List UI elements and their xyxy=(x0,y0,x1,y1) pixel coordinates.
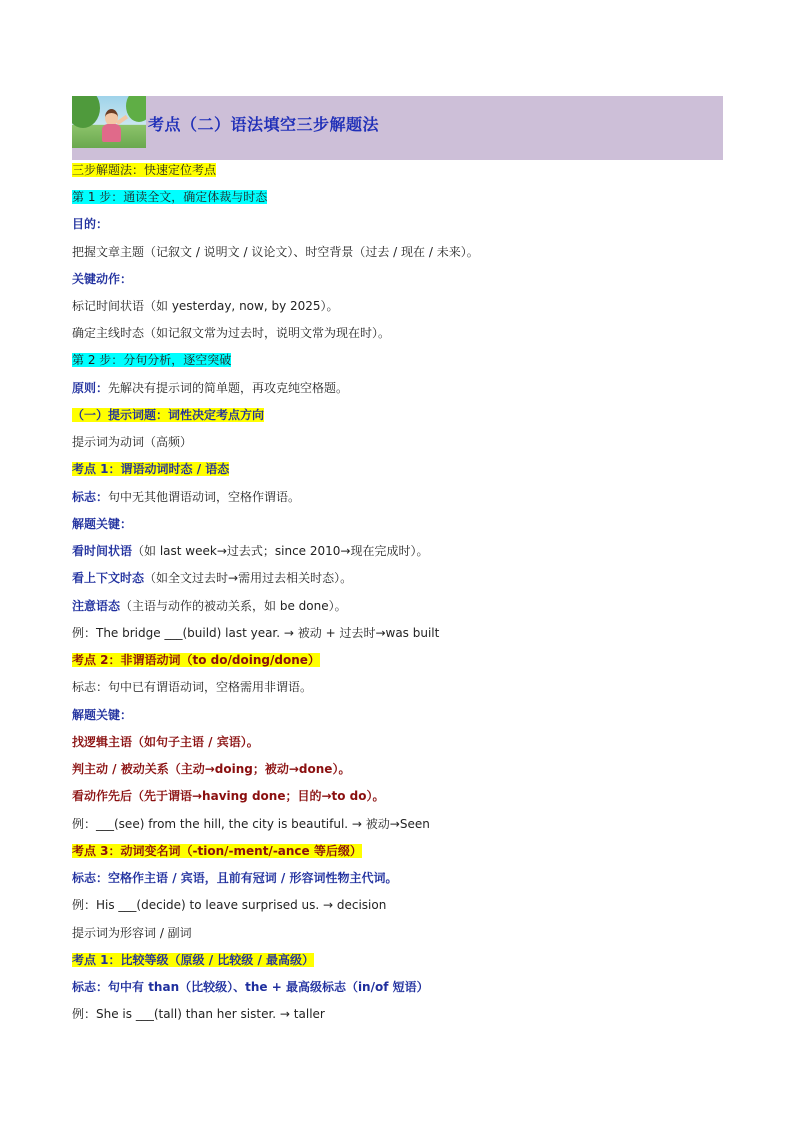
solve-key-label-2 xyxy=(72,706,132,724)
solve-key-label-1 xyxy=(72,515,132,533)
adj-adv-hint-subheading: 提示词为形容词 / 副词 xyxy=(72,926,192,940)
step-1-heading xyxy=(72,188,267,206)
step-1-heading-text: 第 1 步：通读全文，确定体裁与时态 xyxy=(72,190,268,204)
point-2-key-1-text: 找逻辑主语（如句子主语 / 宾语）。 xyxy=(72,735,259,749)
example-2: 例：___(see) from the hill, the city is beautiful. → 被动→Seen xyxy=(72,817,430,831)
section-header-banner xyxy=(72,96,723,160)
section-title: 考点（二）语法填空三步解题法 xyxy=(148,115,380,134)
point-3-sign-label: 标志： xyxy=(72,871,109,885)
key-action-2: 确定主线时态（如记叙文常为过去时，说明文常为现在时）。 xyxy=(72,326,391,340)
point-2-key-2 xyxy=(72,760,350,778)
method-overview-text: 三步解题法：快速定位考点 xyxy=(72,163,217,177)
principle-label: 原则： xyxy=(72,381,109,395)
point-2-sign: 标志：句中已有谓语动词，空格需用非谓语。 xyxy=(72,680,313,694)
point-1-heading xyxy=(72,460,229,478)
point-3-heading xyxy=(72,842,362,860)
adj-point-1-sign-text: 句中有 than（比较级）、the + 最高级标志（in/of 短语） xyxy=(108,980,429,994)
purpose-text: 把握文章主题（记叙文 / 说明文 / 议论文）、时空背景（过去 / 现在 / 未来）。 xyxy=(72,245,479,259)
solve-key-1-label: 看时间状语 xyxy=(72,544,133,558)
purpose-label-text: 目的： xyxy=(72,217,109,231)
adj-point-1-sign xyxy=(72,978,429,996)
adj-point-1-heading-text: 考点 1：比较等级（原级 / 比较级 / 最高级） xyxy=(72,953,315,967)
principle-text: 先解决有提示词的简单题，再攻克纯空格题。 xyxy=(108,381,349,395)
solve-key-label-text: 解题关键： xyxy=(72,517,133,531)
verb-hint-subheading: 提示词为动词（高频） xyxy=(72,435,193,449)
point-3-heading-text: 考点 3：动词变名词（-tion/-ment/-ance 等后缀） xyxy=(72,844,362,858)
point-2-key-3 xyxy=(72,787,385,805)
solve-key-2-label: 看上下文时态 xyxy=(72,571,145,585)
sign-text: 句中无其他谓语动词，空格作谓语。 xyxy=(108,490,301,504)
hint-word-heading xyxy=(72,406,264,424)
purpose-label xyxy=(72,215,108,233)
point-2-key-2-text: 判主动 / 被动关系（主动→doing；被动→done）。 xyxy=(72,762,351,776)
point-2-heading xyxy=(72,651,320,669)
hint-word-heading-text: （一）提示词题：词性决定考点方向 xyxy=(72,408,265,422)
example-3: 例：His ___(decide) to leave surprised us. → decision xyxy=(72,898,387,912)
sign-label: 标志： xyxy=(72,490,109,504)
child-in-park-illustration xyxy=(72,96,146,148)
adj-point-1-sign-label: 标志： xyxy=(72,980,109,994)
solve-key-1 xyxy=(72,542,428,560)
example-1: 例：The bridge ___(build) last year. → 被动 + 过去时→was built xyxy=(72,626,440,640)
solve-key-3 xyxy=(72,597,347,615)
key-action-label xyxy=(72,270,132,288)
method-overview xyxy=(72,161,216,179)
solve-key-3-label: 注意语态 xyxy=(72,599,121,613)
point-2-heading-text: 考点 2：非谓语动词（to do/doing/done） xyxy=(72,653,320,667)
step-2-heading xyxy=(72,351,231,369)
step-2-heading-text: 第 2 步：分句分析，逐空突破 xyxy=(72,353,232,367)
point-2-key-1 xyxy=(72,733,259,751)
key-action-label-text: 关键动作： xyxy=(72,272,133,286)
point-1-sign xyxy=(72,488,300,506)
principle-line xyxy=(72,379,348,397)
point-1-heading-text: 考点 1：谓语动词时态 / 语态 xyxy=(72,462,230,476)
solve-key-3-text: （主语与动作的被动关系，如 be done）。 xyxy=(120,599,347,613)
solve-key-2 xyxy=(72,569,352,587)
point-3-sign-text: 空格作主语 / 宾语，且前有冠词 / 形容词性物主代词。 xyxy=(108,871,398,885)
point-2-key-3-text: 看动作先后（先于谓语→having done；目的→to do）。 xyxy=(72,789,385,803)
point-3-sign xyxy=(72,869,398,887)
solve-key-1-text: （如 last week→过去式；since 2010→现在完成时）。 xyxy=(132,544,429,558)
key-action-1: 标记时间状语（如 yesterday, now, by 2025）。 xyxy=(72,299,339,313)
solve-key-label-2-text: 解题关键： xyxy=(72,708,133,722)
example-4: 例：She is ___(tall) than her sister. → taller xyxy=(72,1007,325,1021)
adj-point-1-heading xyxy=(72,951,314,969)
solve-key-2-text: （如全文过去时→需用过去相关时态）。 xyxy=(144,571,353,585)
